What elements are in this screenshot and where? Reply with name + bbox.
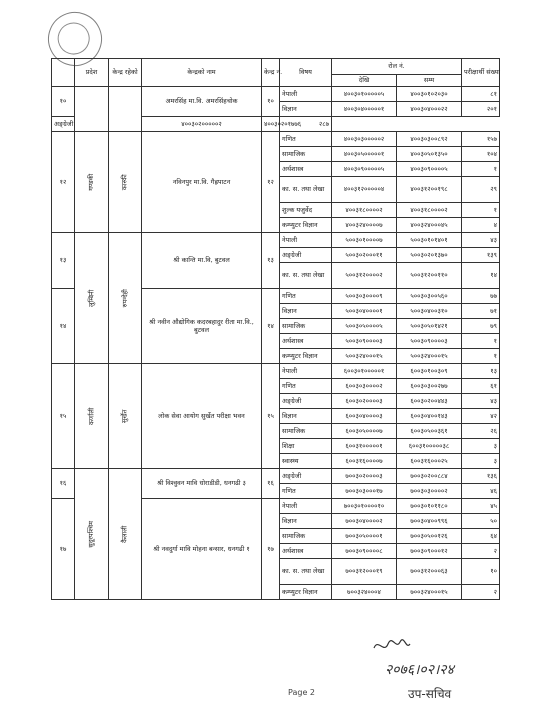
col-subject: विषय <box>280 59 332 87</box>
col-province: प्रदेश <box>75 59 109 87</box>
roll-to-cell: ७००३२४०००१५ <box>397 585 462 600</box>
subject-cell: का. स. तथा लेखा <box>280 177 332 203</box>
count-cell: ४५ <box>462 499 500 514</box>
roll-from-cell: ६००३०२००००३ <box>332 394 397 409</box>
subject-cell: सामाजिक <box>280 319 332 334</box>
signature-mark <box>372 636 412 656</box>
count-cell: २ <box>462 544 500 559</box>
roll-from-cell: ४००३०२०००००२ <box>142 117 262 132</box>
roll-from-cell: ४००३०५०००००१ <box>332 147 397 162</box>
roll-from-cell: ६००३०३००००२ <box>332 379 397 394</box>
roll-to-cell: ७००३०५००१२६ <box>397 529 462 544</box>
subject-cell: गणित <box>280 289 332 304</box>
roll-from-cell: ५००३०४००००१ <box>332 304 397 319</box>
serial-cell: १० <box>52 87 75 117</box>
signature-date: २०७६।०२।२४ <box>385 662 454 678</box>
center-name-cell: नविनपुर मा.वि. गैह्रपाटन <box>142 132 262 233</box>
roll-to-cell: ५००३२४०००१५ <box>397 349 462 364</box>
roll-to-cell: ६००३०४००१४३ <box>397 409 462 424</box>
roll-to-cell: ६००३१०००००३८ <box>397 439 462 454</box>
province-cell <box>75 469 109 600</box>
col-center-no: केन्द्र नं. <box>262 59 280 87</box>
roll-from-cell: ५००३२४०००१५ <box>332 349 397 364</box>
province-cell <box>75 87 109 132</box>
count-cell: १० <box>462 559 500 585</box>
province-cell <box>75 233 109 364</box>
center-no-cell: १३ <box>262 233 280 289</box>
roll-from-cell: ४००३०१०००००५ <box>332 87 397 102</box>
roll-to-cell: ६००३०२००४४३ <box>397 394 462 409</box>
subject-cell: सामाजिक <box>280 424 332 439</box>
subject-cell: विज्ञान <box>280 514 332 529</box>
roll-to-cell: ४००३०५०१३५० <box>397 147 462 162</box>
count-cell: ७१ <box>462 304 500 319</box>
count-cell: २०१ <box>462 102 500 117</box>
count-cell: १ <box>462 349 500 364</box>
district-cell <box>109 87 142 132</box>
subject-cell: अर्थशास्त्र <box>280 162 332 177</box>
subject-cell: शुल्क यजुर्वेद <box>280 203 332 218</box>
roll-to-cell: ४००३१८००००२ <box>397 203 462 218</box>
province-label: लुम्बिनी <box>87 289 96 307</box>
col-center-name: केन्द्रको नाम <box>142 59 262 87</box>
count-cell: १३६ <box>462 469 500 484</box>
roll-to-cell: ७००३०२००८८४ <box>397 469 462 484</box>
district-label: कैलाली <box>120 525 129 543</box>
count-cell: ७९ <box>462 319 500 334</box>
roll-from-cell: ७००३२४०००४ <box>332 585 397 600</box>
subject-cell: नेपाली <box>280 233 332 248</box>
count-cell: २९ <box>462 177 500 203</box>
col-district: केन्द्र रहेको <box>109 59 142 87</box>
center-name-cell: श्री विश्वुवन मावि धोराडीडी, धनगढी ३ <box>142 469 262 499</box>
roll-from-cell: ७००३०४००००२ <box>332 514 397 529</box>
col-roll: रोल नं. <box>332 59 462 75</box>
roll-to-cell: ६००३१६०००२५ <box>397 454 462 469</box>
roll-to-cell: ४००३०१०२०३० <box>397 87 462 102</box>
subject-cell: कम्प्युटर विज्ञान <box>280 218 332 233</box>
serial-cell: १४ <box>52 289 75 364</box>
center-name-cell: श्री नवदुर्गा मावि मोहना बन्सार, धनगढी १ <box>142 499 262 600</box>
serial-cell: १७ <box>52 499 75 600</box>
roll-to-cell: ४००३०४०००२२ <box>397 102 462 117</box>
subject-cell: अङ्ग्रेजी <box>280 469 332 484</box>
count-cell: ४ <box>462 218 500 233</box>
roll-to-cell: ५००३०२०१३७० <box>397 248 462 263</box>
roll-from-cell: ६००३०१०००००१ <box>332 364 397 379</box>
count-cell: ६४ <box>462 529 500 544</box>
subject-cell: कम्प्युटर विज्ञान <box>280 349 332 364</box>
roll-to-cell: ५००३०५०१४२१ <box>397 319 462 334</box>
province-label: गण्डकी <box>87 173 96 191</box>
count-cell: १३९ <box>462 248 500 263</box>
table-row <box>52 132 500 147</box>
roll-from-cell: ७००३०१००००१० <box>332 499 397 514</box>
table-row <box>52 364 500 379</box>
subject-cell: अङ्ग्रेजी <box>280 248 332 263</box>
subject-cell: विज्ञान <box>280 102 332 117</box>
center-name-cell: अमरसिंह मा.वि. अमरसिंहचोक <box>142 87 262 117</box>
district-label: सुर्खेत <box>120 409 129 423</box>
center-no-cell: १० <box>262 87 280 117</box>
col-roll-to: सम्म <box>397 75 462 87</box>
subject-cell: विज्ञान <box>280 304 332 319</box>
subject-cell: अर्थशास्त्र <box>280 544 332 559</box>
roll-to-cell: ६००३०५००३६१ <box>397 424 462 439</box>
center-no-cell: १७ <box>262 499 280 600</box>
count-cell: ८१ <box>462 87 500 102</box>
count-cell: ३ <box>462 454 500 469</box>
roll-to-cell: ५००३०४००३१० <box>397 304 462 319</box>
subject-cell: गणित <box>280 379 332 394</box>
roll-to-cell: ७००३०९०००१२ <box>397 544 462 559</box>
serial-cell: १२ <box>52 132 75 233</box>
col-count: परीक्षार्थी संख्या <box>462 59 500 87</box>
table-row <box>52 469 500 484</box>
serial-cell: १६ <box>52 469 75 499</box>
center-name-cell: लोक सेवा आयोग सुर्खेत परीक्षा भवन <box>142 364 262 469</box>
district-cell <box>109 132 142 233</box>
serial-cell: १३ <box>52 233 75 289</box>
subject-cell: सामाजिक <box>280 147 332 162</box>
subject-cell: नेपाली <box>280 499 332 514</box>
district-label: रुपन्देही <box>120 288 129 308</box>
count-cell: ४३ <box>462 233 500 248</box>
roll-to-cell: ४००३१२००१९८ <box>397 177 462 203</box>
subject-cell: अङ्ग्रेजी <box>280 394 332 409</box>
roll-from-cell: ७००३०९००००८ <box>332 544 397 559</box>
table-row <box>52 87 500 102</box>
roll-from-cell: ५००३०१००००७ <box>332 233 397 248</box>
roll-from-cell: ६००३०५००००७ <box>332 424 397 439</box>
roll-to-cell: ५००३०३००५६० <box>397 289 462 304</box>
count-cell: १५७ <box>462 132 500 147</box>
roll-from-cell: ७००३०३०००१७ <box>332 484 397 499</box>
count-cell: ४३ <box>462 394 500 409</box>
roll-from-cell: ४००३०९०००००५ <box>332 162 397 177</box>
roll-to-cell: ५००३०९००००३ <box>397 334 462 349</box>
subject-cell: कम्प्युटर विज्ञान <box>280 585 332 600</box>
district-cell <box>109 364 142 469</box>
subject-cell: सामाजिक <box>280 529 332 544</box>
center-no-cell: १४ <box>262 289 280 364</box>
roll-to-cell: ७००३०४००९९६ <box>397 514 462 529</box>
count-cell: ३ <box>462 439 500 454</box>
roll-from-cell: ६००३१६००००७ <box>332 454 397 469</box>
province-cell <box>75 132 109 233</box>
roll-to-cell: ५००३०१०१४०१ <box>397 233 462 248</box>
subject-cell: का. स. तथा लेखा <box>280 559 332 585</box>
count-cell: ६१ <box>462 379 500 394</box>
roll-from-cell: ७००३१२०००१९ <box>332 559 397 585</box>
province-label: सुदूरपश्चिम <box>87 520 96 548</box>
count-cell: २६ <box>462 424 500 439</box>
table-row <box>52 233 500 248</box>
district-cell <box>109 233 142 364</box>
center-no-cell: १६ <box>262 469 280 499</box>
count-cell: ५० <box>462 514 500 529</box>
roll-from-cell: ५००३०५००००५ <box>332 319 397 334</box>
col-roll-from: देखि <box>332 75 397 87</box>
subject-cell: स्वास्थ्य <box>280 454 332 469</box>
subject-cell: अङ्ग्रेजी <box>52 117 75 132</box>
count-cell: २ <box>462 585 500 600</box>
page-number: Page 2 <box>288 688 315 697</box>
roll-to-cell: ४००३२४०००४५ <box>397 218 462 233</box>
roll-to-cell: ६००३०३००२७७ <box>397 379 462 394</box>
roll-from-cell: ७००३०२००००३ <box>332 469 397 484</box>
serial-cell: १५ <box>52 364 75 469</box>
roll-to-cell: ५००३१२००११० <box>397 263 462 289</box>
subject-cell: गणित <box>280 484 332 499</box>
exam-center-table <box>51 58 500 600</box>
district-label: कास्की <box>120 174 129 190</box>
center-name-cell: श्री कान्ति मा.वि, बुटवल <box>142 233 262 289</box>
col-sn <box>52 59 75 87</box>
roll-to-cell: ७००३०३००००२ <box>397 484 462 499</box>
roll-to-cell: ७००३०१०११८० <box>397 499 462 514</box>
count-cell: ७७ <box>462 289 500 304</box>
subject-cell: का. स. तथा लेखा <box>280 263 332 289</box>
subject-cell: विज्ञान <box>280 409 332 424</box>
province-cell <box>75 364 109 469</box>
roll-to-cell: ४००३०९००००५ <box>397 162 462 177</box>
center-name-cell: श्री नवीन औद्योगिक कदरबहादुर रीता मा.वि., बुटवल <box>142 289 262 364</box>
roll-from-cell: ४००३१२०००००४ <box>332 177 397 203</box>
roll-from-cell: ४००३२४००००७ <box>332 218 397 233</box>
roll-from-cell: ४००३०३०००००२ <box>332 132 397 147</box>
count-cell: १०४ <box>462 147 500 162</box>
count-cell: १ <box>462 203 500 218</box>
count-cell: ४६ <box>462 484 500 499</box>
subject-cell: शिक्षा <box>280 439 332 454</box>
roll-from-cell: ७००३०५००००१ <box>332 529 397 544</box>
roll-to-cell: ६००३०१००३०९ <box>397 364 462 379</box>
roll-from-cell: ४००३०४०००००१ <box>332 102 397 117</box>
roll-from-cell: ६००३१०००००१ <box>332 439 397 454</box>
count-cell: ४२ <box>462 409 500 424</box>
province-label: कर्णाली <box>87 407 96 425</box>
roll-to-cell: ४००३०२०१७७६ <box>262 117 280 132</box>
roll-from-cell: ६००३०४००००३ <box>332 409 397 424</box>
count-cell: १ <box>462 162 500 177</box>
count-cell: १४ <box>462 263 500 289</box>
roll-from-cell: ५००३०२०००११ <box>332 248 397 263</box>
roll-from-cell: ५००३०९००००३ <box>332 334 397 349</box>
roll-from-cell: ५००३०३००००९ <box>332 289 397 304</box>
subject-cell: गणित <box>280 132 332 147</box>
center-no-cell: १२ <box>262 132 280 233</box>
roll-to-cell: ४००३०३००८९२ <box>397 132 462 147</box>
count-cell: १ <box>462 334 500 349</box>
subject-cell: नेपाली <box>280 364 332 379</box>
count-cell: २८७ <box>280 117 332 132</box>
center-no-cell: १५ <box>262 364 280 469</box>
roll-to-cell: ७००३१२०००६३ <box>397 559 462 585</box>
signature-title: उप-सचिव <box>408 687 452 701</box>
count-cell: १३ <box>462 364 500 379</box>
roll-from-cell: ५००३१२००००२ <box>332 263 397 289</box>
roll-from-cell: ४००३१८००००२ <box>332 203 397 218</box>
subject-cell: अर्थशास्त्र <box>280 334 332 349</box>
subject-cell: नेपाली <box>280 87 332 102</box>
district-cell <box>109 469 142 600</box>
